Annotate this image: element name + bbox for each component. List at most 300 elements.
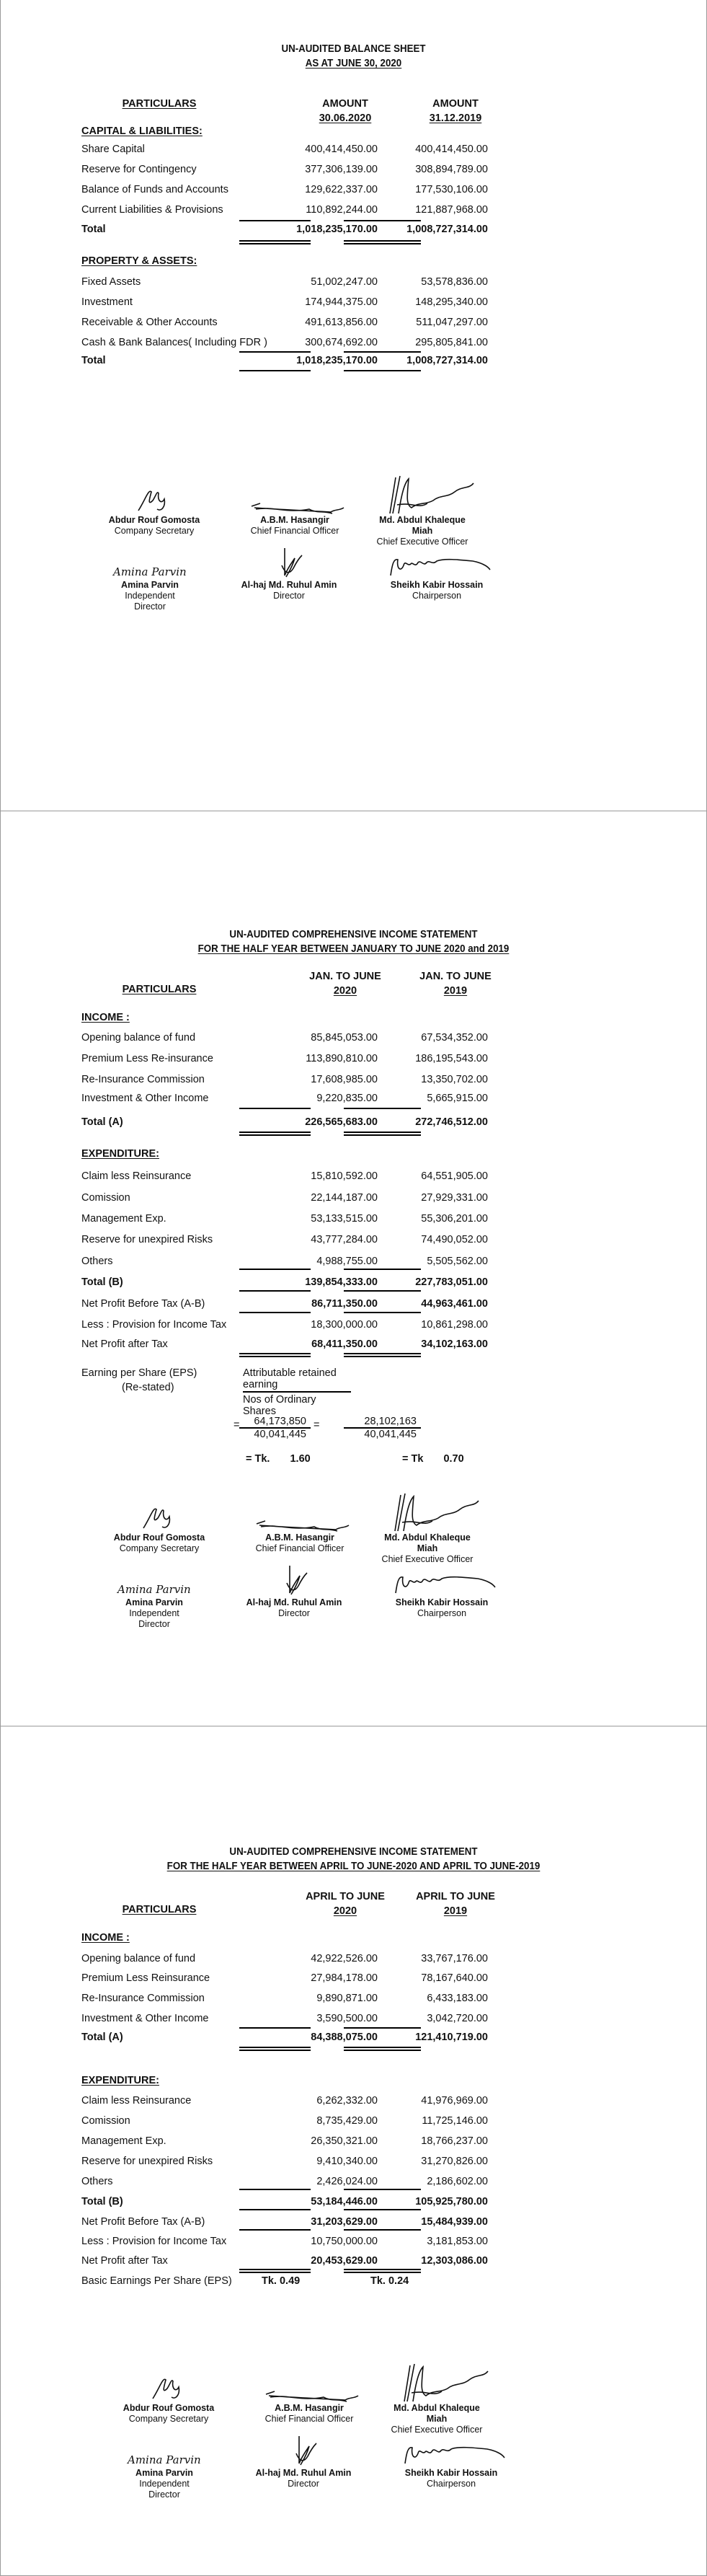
total-double-rule bbox=[239, 1353, 311, 1357]
eps-result-prefix: = Tk bbox=[402, 1453, 424, 1465]
value-2019: 64,551,905.00 bbox=[421, 1170, 488, 1182]
total-rule bbox=[239, 370, 311, 371]
value-2019: 511,047,297.00 bbox=[416, 317, 488, 328]
value-2019: 67,534,352.00 bbox=[421, 1032, 488, 1044]
eps-denominator: 40,041,445 bbox=[364, 1429, 417, 1440]
row-label: Cash & Bank Balances( Including FDR ) bbox=[81, 337, 267, 348]
signatory-company-secretary bbox=[122, 2373, 215, 2425]
value-2019: 177,530,106.00 bbox=[415, 184, 488, 195]
signatory-independent-director bbox=[110, 563, 190, 612]
eps-formula bbox=[243, 1367, 344, 1417]
value-2020: 9,220,835.00 bbox=[316, 1093, 378, 1104]
subtotal-rule bbox=[344, 1269, 421, 1270]
column-header-2019 bbox=[416, 97, 495, 125]
table-row bbox=[1, 2153, 706, 2170]
value-2020: 129,622,337.00 bbox=[305, 184, 378, 195]
table-row bbox=[1, 181, 706, 198]
subtotal-rule bbox=[239, 2189, 311, 2190]
signature-icon bbox=[259, 2373, 374, 2403]
row-label: Others bbox=[81, 2176, 113, 2187]
column-header-2019 bbox=[412, 1889, 499, 1918]
signature-icon bbox=[267, 547, 311, 580]
total-double-rule bbox=[239, 1132, 311, 1136]
signatory-name: Al-haj Md. Ruhul Amin bbox=[255, 2468, 352, 2478]
signatory-title: Chairperson bbox=[417, 1608, 467, 1618]
signatory-company-secretary bbox=[107, 485, 201, 537]
section-capital-liabilities: CAPITAL & LIABILITIES: bbox=[81, 125, 203, 137]
value-2020: 42,922,526.00 bbox=[311, 1953, 378, 1964]
value-2020: 139,854,333.00 bbox=[305, 1276, 378, 1288]
value-2019: 31,270,826.00 bbox=[421, 2156, 488, 2167]
table-row bbox=[1, 273, 706, 291]
value-2020: 22,144,187.00 bbox=[311, 1192, 378, 1204]
value-2019: 121,410,719.00 bbox=[415, 2032, 488, 2043]
signatory-ceo bbox=[368, 473, 476, 547]
subtitle-line: AS AT JUNE 30, 2020 bbox=[305, 58, 402, 69]
table-row bbox=[1, 1990, 706, 2007]
row-label: Premium Less Reinsurance bbox=[81, 1972, 210, 1984]
signatory-title: Independent Director bbox=[129, 1608, 179, 1629]
row-label: Share Capital bbox=[81, 144, 145, 155]
signature-icon bbox=[272, 1564, 316, 1597]
section-expenditure: EXPENDITURE: bbox=[81, 1148, 159, 1160]
column-header-2020 bbox=[302, 1889, 388, 1918]
eps-result-value: 1.60 bbox=[290, 1453, 311, 1465]
col-line1: AMOUNT bbox=[322, 98, 368, 110]
table-row bbox=[1, 1029, 706, 1046]
value-2019: 10,861,298.00 bbox=[421, 1319, 488, 1331]
row-label: Comission bbox=[81, 1192, 130, 1204]
signature-icon bbox=[244, 485, 360, 515]
value-2020: 18,300,000.00 bbox=[311, 1319, 378, 1331]
signatory-cfo bbox=[244, 485, 345, 537]
eps-formula-numerator: Attributable retained earning bbox=[243, 1367, 351, 1393]
eps-title: Earning per Share (EPS) bbox=[81, 1367, 197, 1379]
eps-sublabel: (Re-stated) bbox=[122, 1382, 174, 1393]
row-label: Opening balance of fund bbox=[81, 1032, 196, 1044]
signatory-name: Md. Abdul Khaleque Miah bbox=[393, 2403, 480, 2424]
value-2019: 308,894,789.00 bbox=[415, 164, 488, 175]
row-label: Others bbox=[81, 1256, 113, 1267]
row-label: Total bbox=[81, 355, 106, 366]
title-line: UN-AUDITED BALANCE SHEET bbox=[281, 43, 426, 55]
value-2019: Tk. 0.24 bbox=[370, 2275, 409, 2287]
value-2019: 272,746,512.00 bbox=[415, 1116, 488, 1128]
table-row bbox=[1, 314, 706, 331]
total-rule bbox=[344, 370, 421, 371]
row-label: Reserve for Contingency bbox=[81, 164, 197, 175]
eps-result-value: 0.70 bbox=[443, 1453, 464, 1465]
subtotal-rule bbox=[239, 1108, 311, 1109]
row-label: Receivable & Other Accounts bbox=[81, 317, 218, 328]
table-row bbox=[1, 2092, 706, 2109]
subtotal-rule bbox=[239, 2229, 311, 2231]
signature-icon bbox=[138, 1502, 181, 1532]
col-line2: 2020 bbox=[333, 985, 357, 997]
subtotal-rule bbox=[344, 1108, 421, 1109]
value-2020: 491,613,856.00 bbox=[305, 317, 378, 328]
row-label: Premium Less Re-insurance bbox=[81, 1053, 213, 1064]
table-row bbox=[1, 201, 706, 219]
value-2020: 84,388,075.00 bbox=[311, 2032, 378, 2043]
value-2020: 53,133,515.00 bbox=[311, 1213, 378, 1225]
row-label: Net Profit Before Tax (A-B) bbox=[81, 2216, 205, 2228]
row-label: Current Liabilities & Provisions bbox=[81, 204, 223, 216]
signatory-director bbox=[244, 1564, 344, 1619]
table-row bbox=[1, 1189, 706, 1207]
row-label: Total (A) bbox=[81, 1116, 123, 1128]
particulars-header: PARTICULARS bbox=[122, 984, 197, 995]
signatory-director bbox=[253, 2435, 354, 2489]
value-2020: Tk. 0.49 bbox=[262, 2275, 301, 2287]
net-profit-after-tax-row bbox=[1, 2252, 706, 2270]
net-profit-after-tax-row bbox=[1, 1336, 706, 1353]
col-line2: 2020 bbox=[333, 1905, 357, 1917]
value-2020: 85,845,053.00 bbox=[311, 1032, 378, 1044]
subtotal-rule bbox=[344, 1312, 421, 1313]
tax-provision-row bbox=[1, 1316, 706, 1333]
subtotal-rule bbox=[344, 2209, 421, 2210]
signature-icon bbox=[383, 2361, 491, 2403]
signatory-ceo bbox=[383, 2361, 491, 2435]
row-label: Investment bbox=[81, 296, 133, 308]
table-row bbox=[1, 1168, 706, 1185]
svg-text:Amina Parvin: Amina Parvin bbox=[113, 565, 187, 578]
signatory-name: Abdur Rouf Gomosta bbox=[123, 2403, 215, 2413]
subtitle-line: FOR THE HALF YEAR BETWEEN JANUARY TO JUNE 2020 and 2019 bbox=[197, 943, 510, 955]
row-label: Net Profit after Tax bbox=[81, 1338, 168, 1350]
row-label: Basic Earnings Per Share (EPS) bbox=[81, 2275, 232, 2287]
signatory-name: Abdur Rouf Gomosta bbox=[108, 515, 200, 525]
row-label: Claim less Reinsurance bbox=[81, 1170, 192, 1182]
value-2019: 6,433,183.00 bbox=[427, 1993, 488, 2004]
subtotal-rule bbox=[239, 1290, 311, 1292]
value-2019: 227,783,051.00 bbox=[415, 1276, 488, 1288]
table-row bbox=[1, 294, 706, 311]
table-row bbox=[1, 1950, 706, 1967]
col-line1: JAN. TO JUNE bbox=[419, 971, 492, 982]
signature-icon bbox=[133, 485, 176, 515]
value-2020: 8,735,429.00 bbox=[316, 2115, 378, 2127]
value-2019: 400,414,450.00 bbox=[415, 144, 488, 155]
total-double-rule bbox=[239, 2047, 311, 2051]
table-row bbox=[1, 141, 706, 158]
signatory-independent-director bbox=[115, 1580, 194, 1630]
signatory-title: Chief Executive Officer bbox=[391, 2425, 483, 2435]
value-2020: 113,890,810.00 bbox=[306, 1053, 378, 1064]
table-row bbox=[1, 1210, 706, 1227]
column-header-2019 bbox=[416, 969, 495, 998]
value-2020: 9,410,340.00 bbox=[316, 2156, 378, 2167]
value-2019: 1,008,727,314.00 bbox=[406, 224, 488, 235]
table-row bbox=[1, 2132, 706, 2150]
signatory-title: Company Secretary bbox=[119, 1543, 200, 1553]
signatory-name: Al-haj Md. Ruhul Amin bbox=[246, 1597, 342, 1607]
signatory-director bbox=[239, 547, 339, 601]
value-2019: 41,976,969.00 bbox=[421, 2095, 488, 2107]
value-2020: 4,988,755.00 bbox=[316, 1256, 378, 1267]
signatory-name: Sheikh Kabir Hossain bbox=[404, 2468, 498, 2478]
value-2020: 9,890,871.00 bbox=[316, 1993, 378, 2004]
subtotal-rule bbox=[344, 2189, 421, 2190]
signatory-chairperson bbox=[386, 554, 487, 601]
value-2020: 6,262,332.00 bbox=[316, 2095, 378, 2107]
row-label: Net Profit Before Tax (A-B) bbox=[81, 1298, 205, 1310]
signatory-name: Amina Parvin bbox=[135, 2468, 193, 2478]
table-row bbox=[1, 2010, 706, 2027]
eps-denominator: 40,041,445 bbox=[254, 1429, 306, 1440]
signature-icon bbox=[249, 1502, 365, 1532]
value-2020: 400,414,450.00 bbox=[305, 144, 378, 155]
value-2020: 377,306,139.00 bbox=[305, 164, 378, 175]
value-2020: 1,018,235,170.00 bbox=[296, 224, 378, 235]
signatory-title: Director bbox=[288, 2479, 319, 2489]
value-2019: 105,925,780.00 bbox=[415, 2196, 488, 2207]
value-2019: 78,167,640.00 bbox=[421, 1972, 488, 1984]
subtotal-rule bbox=[239, 1312, 311, 1313]
signature-icon bbox=[110, 563, 190, 580]
row-label: Re-Insurance Commission bbox=[81, 1993, 205, 2004]
value-2020: 51,002,247.00 bbox=[311, 276, 378, 288]
tax-provision-row bbox=[1, 2233, 706, 2250]
table-row bbox=[1, 1231, 706, 1248]
row-label: Total (A) bbox=[81, 2032, 123, 2043]
eps-result-2019 bbox=[402, 1453, 464, 1465]
signatory-cfo bbox=[259, 2373, 360, 2425]
eps-fraction-2020 bbox=[239, 1416, 311, 1440]
table-row bbox=[1, 1253, 706, 1270]
signatory-cfo bbox=[249, 1502, 350, 1554]
value-2020: 86,711,350.00 bbox=[311, 1298, 378, 1310]
signatory-title: Company Secretary bbox=[128, 2414, 209, 2424]
total-row bbox=[1, 352, 706, 369]
signatory-title: Director bbox=[278, 1608, 310, 1618]
row-label: Less : Provision for Income Tax bbox=[81, 2236, 227, 2247]
table-row bbox=[1, 1970, 706, 1987]
signatory-name: Amina Parvin bbox=[125, 1597, 183, 1607]
row-label: Reserve for unexpired Risks bbox=[81, 2156, 213, 2167]
particulars-header: PARTICULARS bbox=[122, 1904, 197, 1915]
value-2020: 110,892,244.00 bbox=[306, 204, 378, 216]
signature-icon bbox=[401, 2442, 509, 2468]
col-line2: 2019 bbox=[443, 985, 468, 997]
row-label: Management Exp. bbox=[81, 2135, 166, 2147]
table-row bbox=[1, 161, 706, 178]
row-label: Total bbox=[81, 224, 106, 235]
value-2019: 2,186,602.00 bbox=[427, 2176, 488, 2187]
eps-label bbox=[81, 1367, 197, 1393]
signature-icon bbox=[147, 2373, 190, 2403]
balance-sheet-title bbox=[29, 42, 678, 71]
table-row bbox=[1, 334, 706, 351]
signatory-name: Sheikh Kabir Hossain bbox=[390, 580, 484, 590]
value-2019: 11,725,146.00 bbox=[422, 2115, 488, 2127]
value-2020: 26,350,321.00 bbox=[311, 2135, 378, 2147]
signatory-independent-director bbox=[125, 2451, 204, 2500]
eps-eq-1: = bbox=[234, 1419, 240, 1431]
section-property-assets: PROPERTY & ASSETS: bbox=[81, 255, 197, 267]
row-label: Total (B) bbox=[81, 2196, 123, 2207]
value-2020: 31,203,629.00 bbox=[311, 2216, 378, 2228]
value-2020: 43,777,284.00 bbox=[311, 1234, 378, 1245]
value-2020: 174,944,375.00 bbox=[305, 296, 378, 308]
total-row bbox=[1, 2029, 706, 2046]
table-row bbox=[1, 2112, 706, 2130]
signatory-chairperson bbox=[401, 2442, 502, 2489]
value-2019: 3,181,853.00 bbox=[427, 2236, 488, 2247]
value-2019: 121,887,968.00 bbox=[415, 204, 488, 216]
value-2019: 3,042,720.00 bbox=[427, 2013, 488, 2024]
value-2020: 15,810,592.00 bbox=[311, 1170, 378, 1182]
section-income: INCOME : bbox=[81, 1012, 130, 1023]
value-2019: 74,490,052.00 bbox=[421, 1234, 488, 1245]
total-row bbox=[1, 2193, 706, 2210]
value-2020: 226,565,683.00 bbox=[305, 1116, 378, 1128]
section-expenditure: EXPENDITURE: bbox=[81, 2075, 159, 2086]
eps-result-prefix: = Tk. bbox=[246, 1453, 270, 1465]
signature-icon bbox=[386, 554, 494, 580]
total-row bbox=[1, 1113, 706, 1131]
signatory-name: Sheikh Kabir Hossain bbox=[395, 1597, 489, 1607]
svg-text:Amina Parvin: Amina Parvin bbox=[128, 2453, 201, 2466]
eps-eq-2: = bbox=[314, 1419, 320, 1431]
table-row bbox=[1, 1050, 706, 1067]
signature-icon bbox=[368, 473, 476, 515]
total-row bbox=[1, 1274, 706, 1291]
section-income: INCOME : bbox=[81, 1932, 130, 1944]
signatory-name: Al-haj Md. Ruhul Amin bbox=[241, 580, 337, 590]
col-line1: APRIL TO JUNE bbox=[306, 1891, 385, 1902]
signatory-title: Chief Financial Officer bbox=[264, 2414, 354, 2424]
value-2019: 53,578,836.00 bbox=[421, 276, 488, 288]
value-2019: 1,008,727,314.00 bbox=[406, 355, 488, 366]
signatory-name: A.B.M. Hasangir bbox=[265, 1532, 334, 1543]
table-row bbox=[1, 2173, 706, 2190]
value-2020: 68,411,350.00 bbox=[311, 1338, 378, 1350]
signatory-name: Abdur Rouf Gomosta bbox=[113, 1532, 205, 1543]
signatory-title: Independent Director bbox=[125, 591, 175, 612]
signatory-title: Chairperson bbox=[412, 591, 462, 601]
particulars-header: PARTICULARS bbox=[122, 98, 197, 110]
value-2020: 3,590,500.00 bbox=[316, 2013, 378, 2024]
title-line: UN-AUDITED COMPREHENSIVE INCOME STATEMENT bbox=[229, 929, 478, 940]
column-header-2020 bbox=[306, 97, 385, 125]
value-2019: 34,102,163.00 bbox=[421, 1338, 488, 1350]
table-row bbox=[1, 1090, 706, 1107]
row-label: Investment & Other Income bbox=[81, 1093, 209, 1104]
total-double-rule bbox=[344, 2047, 421, 2051]
value-2019: 13,350,702.00 bbox=[421, 1074, 488, 1085]
value-2020: 300,674,692.00 bbox=[305, 337, 378, 348]
row-label: Fixed Assets bbox=[81, 276, 141, 288]
row-label: Comission bbox=[81, 2115, 130, 2127]
signatory-chairperson bbox=[391, 1571, 492, 1619]
net-profit-before-tax-row bbox=[1, 2213, 706, 2231]
eps-fraction-2019 bbox=[344, 1416, 421, 1440]
value-2020: 10,750,000.00 bbox=[311, 2236, 378, 2247]
col-line1: AMOUNT bbox=[432, 98, 479, 110]
col-line1: JAN. TO JUNE bbox=[309, 971, 381, 982]
value-2019: 44,963,461.00 bbox=[421, 1298, 488, 1310]
signature-icon bbox=[125, 2451, 204, 2468]
eps-row bbox=[1, 2272, 706, 2290]
signatory-name: A.B.M. Hasangir bbox=[260, 515, 329, 525]
value-2019: 5,505,562.00 bbox=[427, 1256, 488, 1267]
row-label: Total (B) bbox=[81, 1276, 123, 1288]
signatory-company-secretary bbox=[112, 1502, 206, 1554]
eps-numerator: 64,173,850 bbox=[239, 1416, 311, 1429]
col-line2: 30.06.2020 bbox=[319, 113, 372, 124]
signatory-title: Chief Executive Officer bbox=[376, 537, 468, 547]
column-header-2020 bbox=[306, 969, 385, 998]
value-2019: 12,303,086.00 bbox=[421, 2255, 488, 2267]
signatory-name: Amina Parvin bbox=[121, 580, 179, 590]
col-line1: APRIL TO JUNE bbox=[416, 1891, 495, 1902]
eps-formula-denominator: Nos of Ordinary Shares bbox=[243, 1394, 316, 1417]
net-profit-before-tax-row bbox=[1, 1295, 706, 1313]
page-balance-sheet bbox=[0, 0, 707, 811]
total-double-rule bbox=[344, 1132, 421, 1136]
signatory-title: Company Secretary bbox=[114, 526, 195, 536]
value-2020: 17,608,985.00 bbox=[311, 1074, 378, 1085]
subtitle-line: FOR THE HALF YEAR BETWEEN APRIL TO JUNE-2020 AND APRIL TO JUNE-2019 bbox=[166, 1861, 541, 1872]
eps-numerator: 28,102,163 bbox=[344, 1416, 421, 1429]
row-label: Net Profit after Tax bbox=[81, 2255, 168, 2267]
signature-icon bbox=[115, 1580, 194, 1597]
col-line2: 31.12.2019 bbox=[429, 113, 482, 124]
row-label: Balance of Funds and Accounts bbox=[81, 184, 228, 195]
eps-result-2020 bbox=[246, 1453, 311, 1465]
value-2020: 2,426,024.00 bbox=[316, 2176, 378, 2187]
signatory-name: Md. Abdul Khaleque Miah bbox=[384, 1532, 471, 1553]
income-statement-title bbox=[29, 1845, 678, 1874]
total-double-rule bbox=[239, 240, 311, 244]
total-double-rule bbox=[344, 1353, 421, 1357]
value-2019: 5,665,915.00 bbox=[427, 1093, 488, 1104]
signature-icon bbox=[373, 1491, 481, 1532]
subtotal-rule bbox=[344, 1290, 421, 1292]
row-label: Opening balance of fund bbox=[81, 1953, 196, 1964]
row-label: Reserve for unexpired Risks bbox=[81, 1234, 213, 1245]
value-2019: 15,484,939.00 bbox=[421, 2216, 488, 2228]
signatory-title: Director bbox=[273, 591, 305, 601]
value-2020: 27,984,178.00 bbox=[311, 1972, 378, 1984]
row-label: Management Exp. bbox=[81, 1213, 166, 1225]
value-2020: 53,184,446.00 bbox=[311, 2196, 378, 2207]
signatory-title: Chief Financial Officer bbox=[250, 526, 339, 536]
signatory-title: Chairperson bbox=[426, 2479, 476, 2489]
value-2019: 295,805,841.00 bbox=[415, 337, 488, 348]
signatory-title: Chief Financial Officer bbox=[255, 1543, 344, 1553]
value-2019: 55,306,201.00 bbox=[421, 1213, 488, 1225]
col-line2: 2019 bbox=[443, 1905, 468, 1917]
row-label: Claim less Reinsurance bbox=[81, 2095, 192, 2107]
total-double-rule bbox=[344, 240, 421, 244]
signatory-title: Chief Executive Officer bbox=[381, 1554, 473, 1564]
value-2019: 27,929,331.00 bbox=[421, 1192, 488, 1204]
value-2020: 20,453,629.00 bbox=[311, 2255, 378, 2267]
signatory-ceo bbox=[373, 1491, 481, 1565]
total-row bbox=[1, 221, 706, 238]
value-2019: 18,766,237.00 bbox=[421, 2135, 488, 2147]
signature-icon bbox=[282, 2435, 325, 2468]
signature-icon bbox=[391, 1571, 499, 1597]
page-income-statement-half-year bbox=[0, 811, 707, 1726]
signatory-title: Independent Director bbox=[139, 2479, 190, 2500]
row-label: Less : Provision for Income Tax bbox=[81, 1319, 227, 1331]
table-row bbox=[1, 1071, 706, 1088]
value-2019: 33,767,176.00 bbox=[421, 1953, 488, 1964]
